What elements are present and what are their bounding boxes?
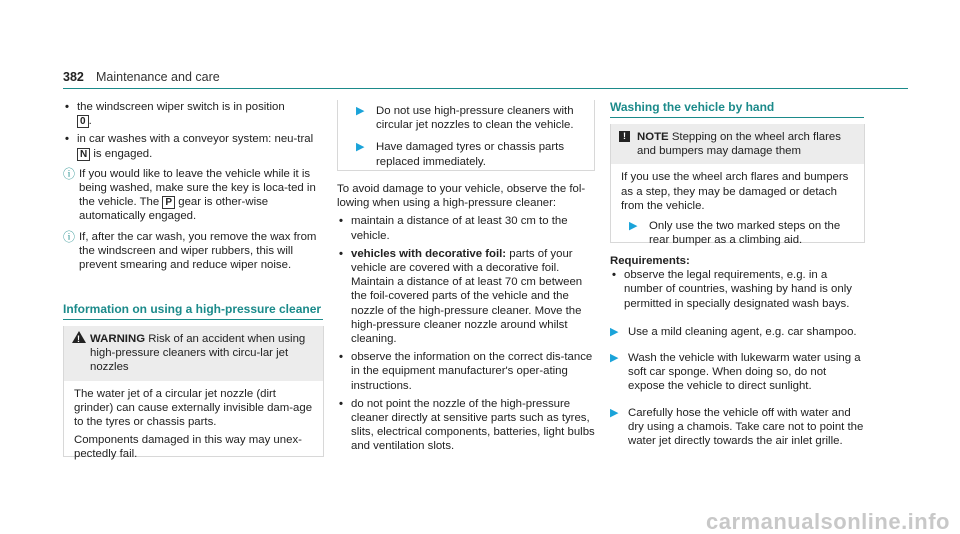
bullet-icon: • — [339, 215, 343, 228]
section-rule — [610, 117, 864, 118]
bullet-icon: • — [339, 351, 343, 364]
header-rule — [63, 88, 908, 89]
bullet-list — [337, 214, 599, 453]
key-symbol: 0 — [77, 115, 89, 128]
info-note — [63, 167, 321, 224]
intro-text: To avoid damage to your vehicle, observe the fol-lowing when using a high-pressure cleaner: — [337, 183, 586, 210]
bullet-icon: • — [339, 247, 343, 260]
step-item: ▶ Wash the vehicle with lukewarm water using a soft car sponge. When doing so, do not expose the vehicle to direct sunlight. — [610, 352, 861, 393]
note-text-end: gear is other-wise automatically engaged. — [79, 196, 269, 223]
step-arrow-icon: ▶ — [629, 220, 638, 233]
note-label: NOTE — [637, 131, 669, 143]
bullet-icon: • — [612, 269, 616, 282]
note-text: If, after the car wash, you remove the wax from the windscreen and wiper rubbers, this will prevent smearing and reduce wiper noise. — [79, 230, 317, 272]
step-item: ▶ Have damaged tyres or chassis parts replaced immediately. — [356, 141, 565, 168]
warning-triangle-icon — [72, 331, 86, 347]
step-item: ▶ Only use the two marked steps on the rear bumper as a climbing aid. — [629, 220, 841, 247]
section-title-high-pressure: Information on using a high-pressure cleaner — [63, 302, 322, 316]
key-symbol: N — [77, 148, 90, 161]
note-box — [610, 124, 865, 247]
warning-head — [64, 326, 323, 381]
notice-icon: ! — [619, 129, 630, 143]
info-icon: ⓘ — [63, 166, 76, 181]
bullet-text: in car washes with a conveyor system: neu-tral — [77, 133, 314, 146]
bullet-list — [63, 100, 321, 161]
note-text: If you would like to leave the vehicle while it is being washed, make sure the key is loca-ted in the vehicle. The — [79, 167, 316, 209]
watermark: carmanualsonline.info — [706, 508, 950, 534]
list-item: • observe the legal requirements, e.g. in a number of countries, washing by hand is only permitted in specially designated wash bays. — [612, 269, 852, 310]
step-arrow-icon: ▶ — [610, 325, 619, 338]
list-item: • maintain a distance of at least 30 cm to the vehicle. — [339, 215, 568, 242]
step-item: ▶ Do not use high-pressure cleaners with circular jet nozzles to clean the vehicle. — [356, 105, 574, 132]
warning-head-text: Risk of an accident when using high-pressure cleaners with circu-lar jet nozzles — [90, 333, 306, 374]
bullet-icon: • — [65, 133, 69, 146]
bullet-text: the windscreen wiper switch is in position — [77, 101, 285, 113]
warning-steps-box — [337, 100, 595, 171]
step-arrow-icon: ▶ — [610, 406, 619, 419]
bullet-icon: • — [339, 397, 343, 410]
note-paragraph: If you use the wheel arch flares and bumpers as a step, they may be damaged or detach from the vehicle. — [621, 171, 849, 212]
warning-box — [63, 326, 324, 461]
section-title-hand-wash: Washing the vehicle by hand — [610, 100, 775, 114]
list-item: • vehicles with decorative foil: parts of your vehicle are covered with a decorative foil. Maintain a distance of at least 70 cm between the foil-covered parts of the vehicle and the nozzle of the high-pressure cleaner. Move the high-pressure cleaner nozzle around whilst cleaning. — [339, 247, 583, 346]
list-item — [63, 100, 321, 128]
warning-steps — [338, 100, 594, 173]
note-head-text: Stepping on the wheel arch flares and bumpers may damage them — [637, 131, 841, 158]
bullet-icon: • — [65, 101, 69, 113]
key-symbol: P — [162, 196, 175, 209]
warning-body — [64, 381, 323, 470]
column-3 — [610, 254, 864, 448]
section-rule — [63, 319, 323, 320]
chapter-title: Maintenance and care — [96, 70, 220, 84]
warning-paragraph: The water jet of a circular jet nozzle (dirt grinder) can cause externally invisible dam-age to the tyres or chassis parts. — [74, 387, 313, 429]
column-1 — [63, 100, 321, 272]
list-item: • observe the information on the correct dis-tance in the equipment manufacturer's oper-ating instructions. — [339, 351, 593, 392]
step-arrow-icon: ▶ — [610, 352, 619, 365]
page-number: 382 — [63, 70, 84, 84]
warning-paragraph: Components damaged in this way may unex-pectedly fail. — [74, 434, 302, 461]
info-icon: ⓘ — [63, 229, 76, 244]
list-item — [63, 132, 321, 160]
warning-label: WARNING — [90, 333, 146, 345]
note-body — [611, 164, 864, 251]
step-arrow-icon: ▶ — [356, 105, 365, 117]
info-note — [63, 230, 321, 273]
step-item: ▶ Use a mild cleaning agent, e.g. car shampoo. — [610, 325, 857, 338]
requirements-label: Requirements: — [610, 255, 690, 267]
requirements-list — [610, 268, 864, 311]
step-arrow-icon: ▶ — [356, 141, 365, 154]
column-2 — [337, 182, 599, 458]
bullet-text-end: . — [88, 115, 92, 128]
bullet-text-end: is engaged. — [93, 147, 153, 160]
note-head — [611, 124, 864, 164]
list-item: • do not point the nozzle of the high-pressure cleaner directly at sensitive parts such as tyres, slits, electrical components, batteries, light bulbs and ventilation slots. — [339, 397, 595, 453]
step-item: ▶ Carefully hose the vehicle off with water and dry using a chamois. Take care not to point the water jet directly towards the air inlet grille. — [610, 406, 864, 448]
